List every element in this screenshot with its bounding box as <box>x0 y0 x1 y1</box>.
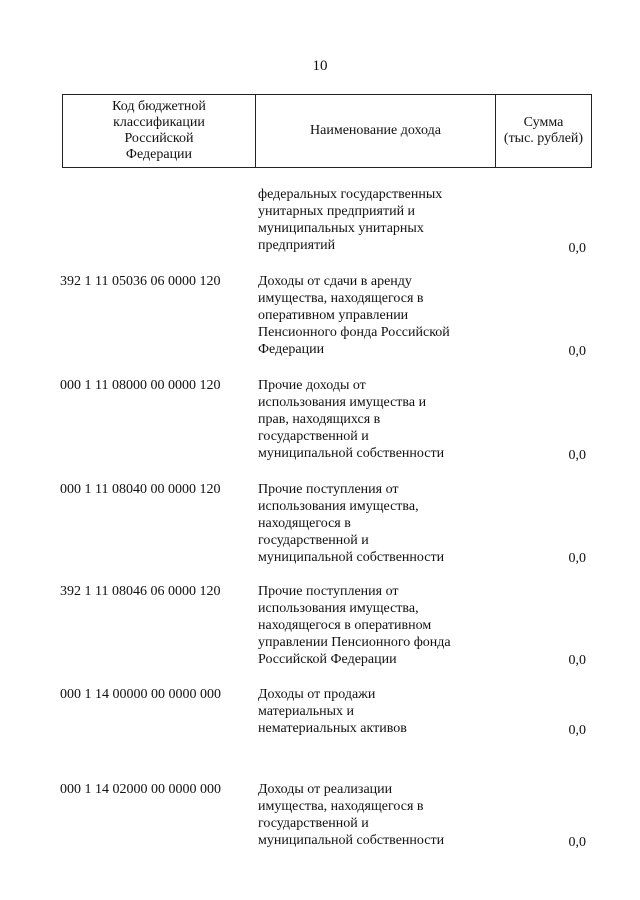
header-code-line: Код бюджетной <box>112 99 206 114</box>
row-amount: 0,0 <box>568 835 586 850</box>
row-name-line: прав, находящихся в <box>258 412 381 427</box>
row-name-line: Прочие поступления от <box>258 482 399 497</box>
row-code: 392 1 11 08046 06 0000 120 <box>60 584 221 599</box>
header-code-line: классификации <box>113 115 205 130</box>
row-name <box>258 781 488 849</box>
row-name-line: муниципальных унитарных <box>258 221 424 236</box>
row-amount: 0,0 <box>568 241 586 256</box>
row-name-line: федеральных государственных <box>258 187 443 202</box>
row-name-line: муниципальной собственности <box>258 833 445 848</box>
page-number: 10 <box>312 58 328 74</box>
row-amount: 0,0 <box>568 723 586 738</box>
row-name-line: Доходы от реализации <box>258 782 393 797</box>
table-header <box>62 94 592 168</box>
row-code: 000 1 11 08000 00 0000 120 <box>60 378 221 393</box>
row-name-line: муниципальной собственности <box>258 446 445 461</box>
row-name-line: находящегося в <box>258 516 351 531</box>
row-name-line: Пенсионного фонда Российской <box>258 325 450 340</box>
row-name-line: нематериальных активов <box>258 721 407 736</box>
header-sum <box>496 95 591 167</box>
row-amount: 0,0 <box>568 448 586 463</box>
row-name <box>258 583 488 668</box>
header-code-line: Федерации <box>125 147 193 162</box>
row-name-line: использования имущества, <box>258 499 419 514</box>
header-sum-line: Сумма <box>523 115 564 130</box>
row-code: 392 1 11 05036 06 0000 120 <box>60 274 221 289</box>
row-name-line: государственной и <box>258 429 369 444</box>
row-amount: 0,0 <box>568 653 586 668</box>
row-name-line: имущества, находящегося в <box>258 799 424 814</box>
row-name-line: предприятий <box>258 238 336 253</box>
row-name-line: Прочие поступления от <box>258 584 399 599</box>
row-name <box>258 186 488 254</box>
row-name-line: муниципальной собственности <box>258 550 445 565</box>
row-name-line: материальных и <box>258 704 355 719</box>
header-code-line: Российской <box>124 131 194 146</box>
row-name-line: Прочие доходы от <box>258 378 366 393</box>
row-amount: 0,0 <box>568 344 586 359</box>
row-name-line: находящегося в оперативном <box>258 618 432 633</box>
row-name <box>258 481 488 566</box>
row-name-line: оперативном управлении <box>258 308 409 323</box>
row-name-line: Доходы от сдачи в аренду <box>258 274 412 289</box>
row-name <box>258 686 488 737</box>
row-code: 000 1 14 02000 00 0000 000 <box>60 782 221 797</box>
header-code <box>63 95 256 167</box>
row-code: 000 1 14 00000 00 0000 000 <box>60 687 221 702</box>
row-code: 000 1 11 08040 00 0000 120 <box>60 482 221 497</box>
row-name-line: использования имущества, <box>258 601 419 616</box>
row-name-line: использования имущества и <box>258 395 427 410</box>
row-name-line: Федерации <box>258 342 325 357</box>
row-name-line: имущества, находящегося в <box>258 291 424 306</box>
row-name <box>258 273 488 358</box>
row-name-line: Российской Федерации <box>258 652 397 667</box>
row-name-line: государственной и <box>258 816 369 831</box>
row-amount: 0,0 <box>568 551 586 566</box>
row-name-line: унитарных предприятий и <box>258 204 416 219</box>
row-name <box>258 377 488 462</box>
row-name-line: Доходы от продажи <box>258 687 376 702</box>
row-name-line: государственной и <box>258 533 369 548</box>
header-sum-line: (тыс. рублей) <box>503 131 584 146</box>
row-name-line: управлении Пенсионного фонда <box>258 635 451 650</box>
header-name: Наименование дохода <box>256 95 496 167</box>
